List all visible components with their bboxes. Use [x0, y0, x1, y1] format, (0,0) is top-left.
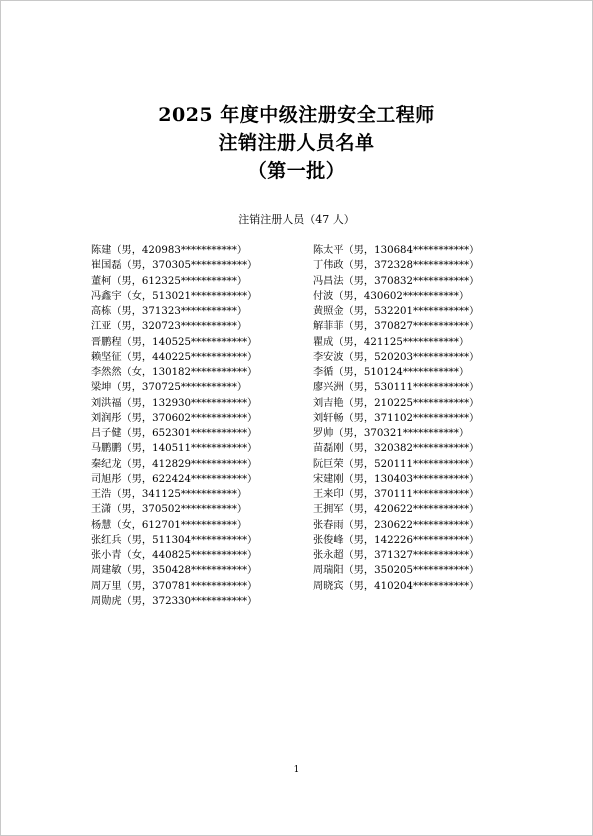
name-entry: 冯昌法（男，370832***********）: [313, 275, 480, 287]
name-entry: 张春雨（男，230622***********）: [313, 519, 480, 531]
name-entry: 秦纪龙（男，412829***********）: [91, 458, 258, 470]
name-entry: 周万里（男，370781***********）: [91, 580, 258, 592]
name-entry: 张小青（女，440825***********）: [91, 550, 258, 561]
name-entry: 梁坤（男，370725***********）: [91, 382, 248, 394]
name-entry: 周建敏（男，350428***********）: [91, 565, 258, 577]
name-entry: 阮巨荣（男，520111***********）: [313, 458, 480, 470]
name-entry: 周晓宾（男，410204***********）: [313, 580, 480, 592]
name-entry: 王潇（男，370502***********）: [91, 504, 248, 516]
name-entry: 刘轩畅（男，371102***********）: [313, 412, 480, 424]
name-entry: 冯鑫宇（女，513021***********）: [91, 290, 258, 302]
name-entry: 周瑞阳（男，350205***********）: [313, 565, 480, 577]
name-entry: 张俊峰（男，142226***********）: [313, 534, 480, 546]
name-entry: 刘吉艳（男，210225***********）: [313, 397, 480, 409]
name-entry: 张红兵（男，511304***********）: [91, 534, 258, 546]
name-entry: 江亚（男，320723***********）: [91, 321, 248, 333]
name-entry: 李安波（男，520203***********）: [313, 351, 480, 363]
name-entry: 高栋（男，371323***********）: [91, 306, 248, 317]
name-entry: 董柯（男，612325***********）: [91, 275, 248, 287]
name-entry: 宋建刚（男，130403***********）: [313, 473, 480, 485]
left-name-column: [91, 243, 257, 609]
name-entry: 吕子健（男，652301***********）: [91, 428, 258, 439]
name-entry: 张永超（男，371327***********）: [313, 550, 480, 561]
name-entry: 崔国磊（男，370305***********）: [91, 260, 258, 272]
name-entry: 司旭彤（男，622424***********）: [91, 473, 258, 485]
name-entry: 杨慧（女，612701***********）: [91, 519, 248, 531]
page-number: 1: [293, 765, 300, 775]
name-entry: 付波（男，430602***********）: [313, 290, 470, 302]
list-subtitle: 注销注册人员（47 人）: [238, 213, 355, 226]
name-entry: 罗帅（男，370321***********）: [313, 428, 470, 439]
name-entry: 廖兴洲（男，530111***********）: [313, 382, 480, 394]
title-line-2: 注销注册人员名单: [218, 132, 375, 154]
name-entry: 赖坚征（男，440225***********）: [91, 351, 258, 363]
name-entry: 王拥军（男，420622***********）: [313, 504, 480, 516]
name-entry: 李然然（女，130182***********）: [91, 367, 258, 378]
name-entry: 丁伟政（男，372328***********）: [313, 260, 480, 272]
name-entry: 黄照金（男，532201***********）: [313, 306, 480, 317]
name-entry: 解菲菲（男，370827***********）: [313, 321, 480, 333]
right-name-column: [313, 243, 479, 594]
title-line-1: 2025 年度中级注册安全工程师: [158, 104, 435, 126]
name-entry: 李循（男，510124***********）: [313, 367, 470, 378]
name-entry: 王浩（男，341125***********）: [91, 489, 248, 500]
name-entry: 王来印（男，370111***********）: [313, 489, 480, 500]
name-entry: 苗磊刚（男，320382***********）: [313, 443, 480, 455]
name-entry: 晋鹏程（男，140525***********）: [91, 336, 258, 348]
name-entry: 瞿成（男，421125***********）: [313, 336, 470, 348]
name-entry: 周勋虎（男，372330***********）: [91, 595, 258, 607]
name-entry: 马鹏鹏（男，140511***********）: [91, 443, 258, 455]
name-entry: 陈建（男，420983***********）: [91, 245, 248, 256]
title-line-3: （第一批）: [247, 160, 346, 182]
name-entry: 陈太平（男，130684***********）: [313, 245, 480, 256]
title-block: [1, 101, 592, 185]
name-entry: 刘润彤（男，370602***********）: [91, 412, 258, 424]
name-entry: 刘洪福（男，132930***********）: [91, 397, 258, 409]
